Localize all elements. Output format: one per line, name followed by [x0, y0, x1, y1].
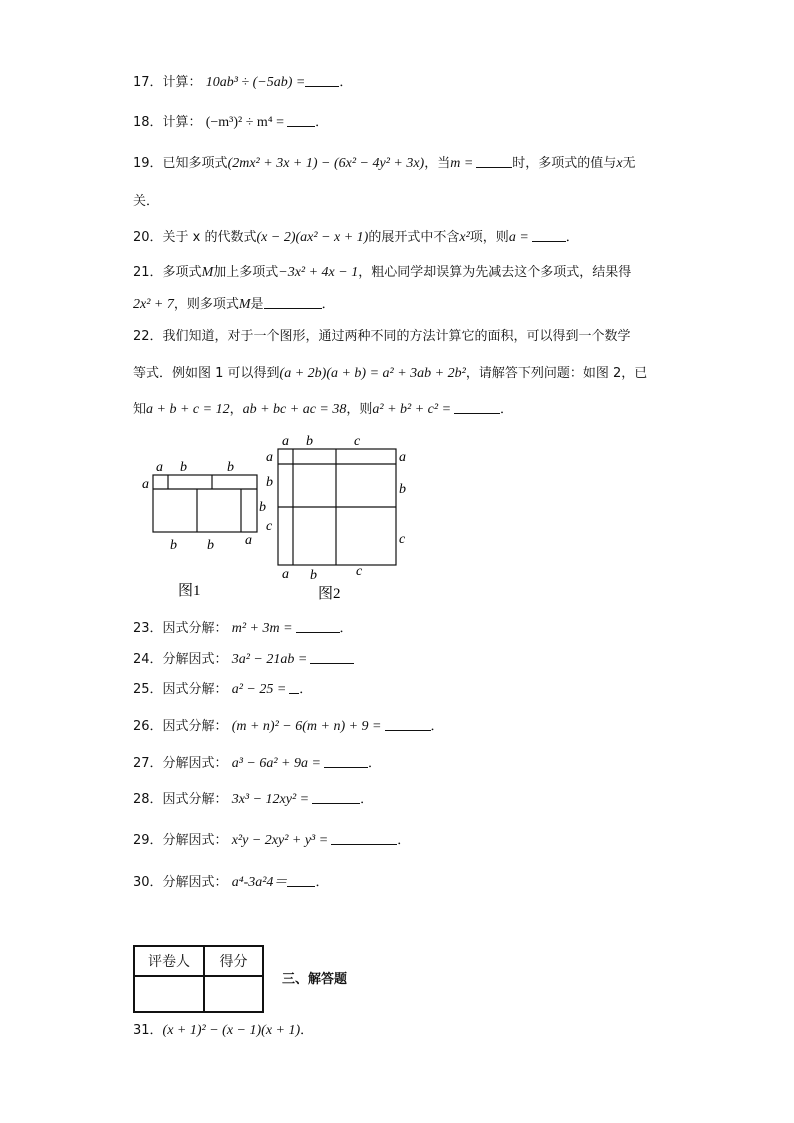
question-22-line2: 等式．例如图 1 可以得到(a + 2b)(a + b) = a² + 3ab + 2b²，请解答下列问题：如图 2，已 — [133, 366, 648, 381]
math-expression: (a + 2b)(a + b) = a² + 3ab + 2b² — [279, 366, 466, 381]
answer-blank — [331, 832, 397, 845]
fig2-right-label: c — [399, 532, 406, 547]
fig1-right-label: b — [259, 500, 266, 515]
answer-blank — [305, 74, 339, 87]
answer-blank — [454, 401, 500, 414]
question-26: 26．因式分解： (m + n)² − 6(m + n) + 9 = ． — [133, 719, 444, 734]
section-title: 三、解答题 — [282, 972, 348, 987]
score-header: 得分 — [204, 946, 263, 976]
question-19: 19．已知多项式(2mx² + 3x + 1) − (6x² − 4y² + 3x)，当m = 时，多项式的值与x无 — [133, 156, 636, 171]
fig2-bottom-label: a — [282, 567, 289, 582]
math-expression: m = — [450, 156, 474, 171]
math-expression: ab + bc + ac = 38 — [242, 402, 347, 417]
math-expression: m² + 3m = — [231, 621, 293, 636]
fig2-right-label: b — [399, 482, 406, 497]
fig1-top-label: b — [180, 460, 187, 475]
math-expression: 3a² − 21ab = — [231, 652, 308, 667]
question-22-line3: 知a + b + c = 12，ab + bc + ac = 38，则a² + b² + c² = ． — [133, 402, 514, 417]
figure-2-caption: 图2 — [318, 586, 341, 602]
question-23: 23．因式分解： m² + 3m = ． — [133, 621, 353, 636]
fig2-top-label: a — [282, 434, 289, 449]
question-29: 29．分解因式： x²y − 2xy² + y³ = ． — [133, 833, 411, 848]
fig2-left-label: c — [266, 519, 273, 534]
answer-blank — [324, 755, 368, 768]
score-cell[interactable] — [204, 976, 263, 1012]
fig1-left-label: a — [142, 477, 149, 492]
math-expression: a² + b² + c² = — [372, 402, 452, 417]
figure-2 — [262, 430, 422, 605]
fig1-top-label: a — [156, 460, 163, 475]
fig2-top-label: b — [306, 434, 313, 449]
math-expression: (x − 2)(ax² − x + 1) — [256, 230, 369, 245]
fig1-bottom-label: b — [207, 538, 214, 553]
question-17: 17．计算： 10ab³ ÷ (−5ab) = ． — [133, 75, 353, 90]
answer-blank — [287, 874, 315, 887]
math-expression: 2x² + 7 — [133, 297, 174, 312]
math-expression: (2mx² + 3x + 1) − (6x² − 4y² + 3x) — [227, 156, 425, 171]
math-expression: 3x³ − 12xy² = — [231, 792, 310, 807]
math-expression: a⁴-3a²4＝ — [231, 875, 288, 890]
question-20: 20．关于 x 的代数式(x − 2)(ax² − x + 1)的展开式中不含x²项，则a = ． — [133, 230, 579, 245]
figure-1-caption: 图1 — [178, 583, 201, 599]
fig2-left-label: b — [266, 475, 273, 490]
question-22: 22．我们知道，对于一个图形，通过两种不同的方法计算它的面积，可以得到一个数学 — [133, 329, 631, 344]
answer-blank — [264, 296, 322, 309]
math-expression: a³ − 6a² + 9a = — [231, 756, 321, 771]
fig2-bottom-label: c — [356, 564, 363, 579]
question-18: 18．计算： (−m³)² ÷ m⁴ = ． — [133, 115, 329, 130]
fig2-left-label: a — [266, 450, 273, 465]
answer-blank — [532, 229, 566, 242]
fig1-bottom-label: b — [170, 538, 177, 553]
math-expression: a + b + c = 12 — [146, 402, 230, 417]
question-19-line2: 关． — [133, 194, 160, 209]
math-expression: (−m³)² ÷ m⁴ = — [205, 115, 285, 130]
fig1-bottom-label: a — [245, 533, 252, 548]
question-24: 24．分解因式： 3a² − 21ab = — [133, 651, 354, 669]
math-expression: (x + 1)² − (x − 1)(x + 1) — [162, 1023, 301, 1038]
answer-blank — [287, 114, 315, 127]
question-21: 21．多项式M加上多项式−3x² + 4x − 1，粗心同学却误算为先减去这个多项式，结果得 — [133, 265, 632, 280]
question-30: 30．分解因式： a⁴-3a²4＝ ． — [133, 875, 329, 890]
math-expression: a² − 25 = — [231, 682, 287, 697]
question-27: 27．分解因式： a³ − 6a² + 9a = ． — [133, 756, 381, 771]
math-expression: (m + n)² − 6(m + n) + 9 = — [231, 719, 382, 734]
answer-blank — [385, 718, 431, 731]
fig1-top-label: b — [227, 460, 234, 475]
math-expression: −3x² + 4x − 1 — [278, 265, 359, 280]
question-21-line2: 2x² + 7，则多项式M是 ． — [133, 297, 335, 312]
answer-blank — [296, 620, 340, 633]
grading-table — [133, 945, 264, 1013]
figure-1 — [138, 455, 278, 605]
grader-header: 评卷人 — [134, 946, 204, 976]
question-31: 31．(x + 1)² − (x − 1)(x + 1)． — [133, 1023, 314, 1038]
fig2-top-label: c — [354, 434, 361, 449]
answer-blank — [312, 791, 360, 804]
math-expression: 10ab³ ÷ (−5ab) = — [205, 75, 306, 90]
answer-blank — [289, 681, 299, 694]
question-25: 25．因式分解： a² − 25 = ． — [133, 682, 313, 697]
answer-blank — [476, 155, 512, 168]
grader-cell[interactable] — [134, 976, 204, 1012]
math-expression: x²y − 2xy² + y³ = — [231, 833, 329, 848]
answer-blank — [310, 651, 354, 664]
fig2-bottom-label: b — [310, 568, 317, 583]
fig2-right-label: a — [399, 450, 406, 465]
question-28: 28．因式分解： 3x³ − 12xy² = ． — [133, 792, 374, 807]
